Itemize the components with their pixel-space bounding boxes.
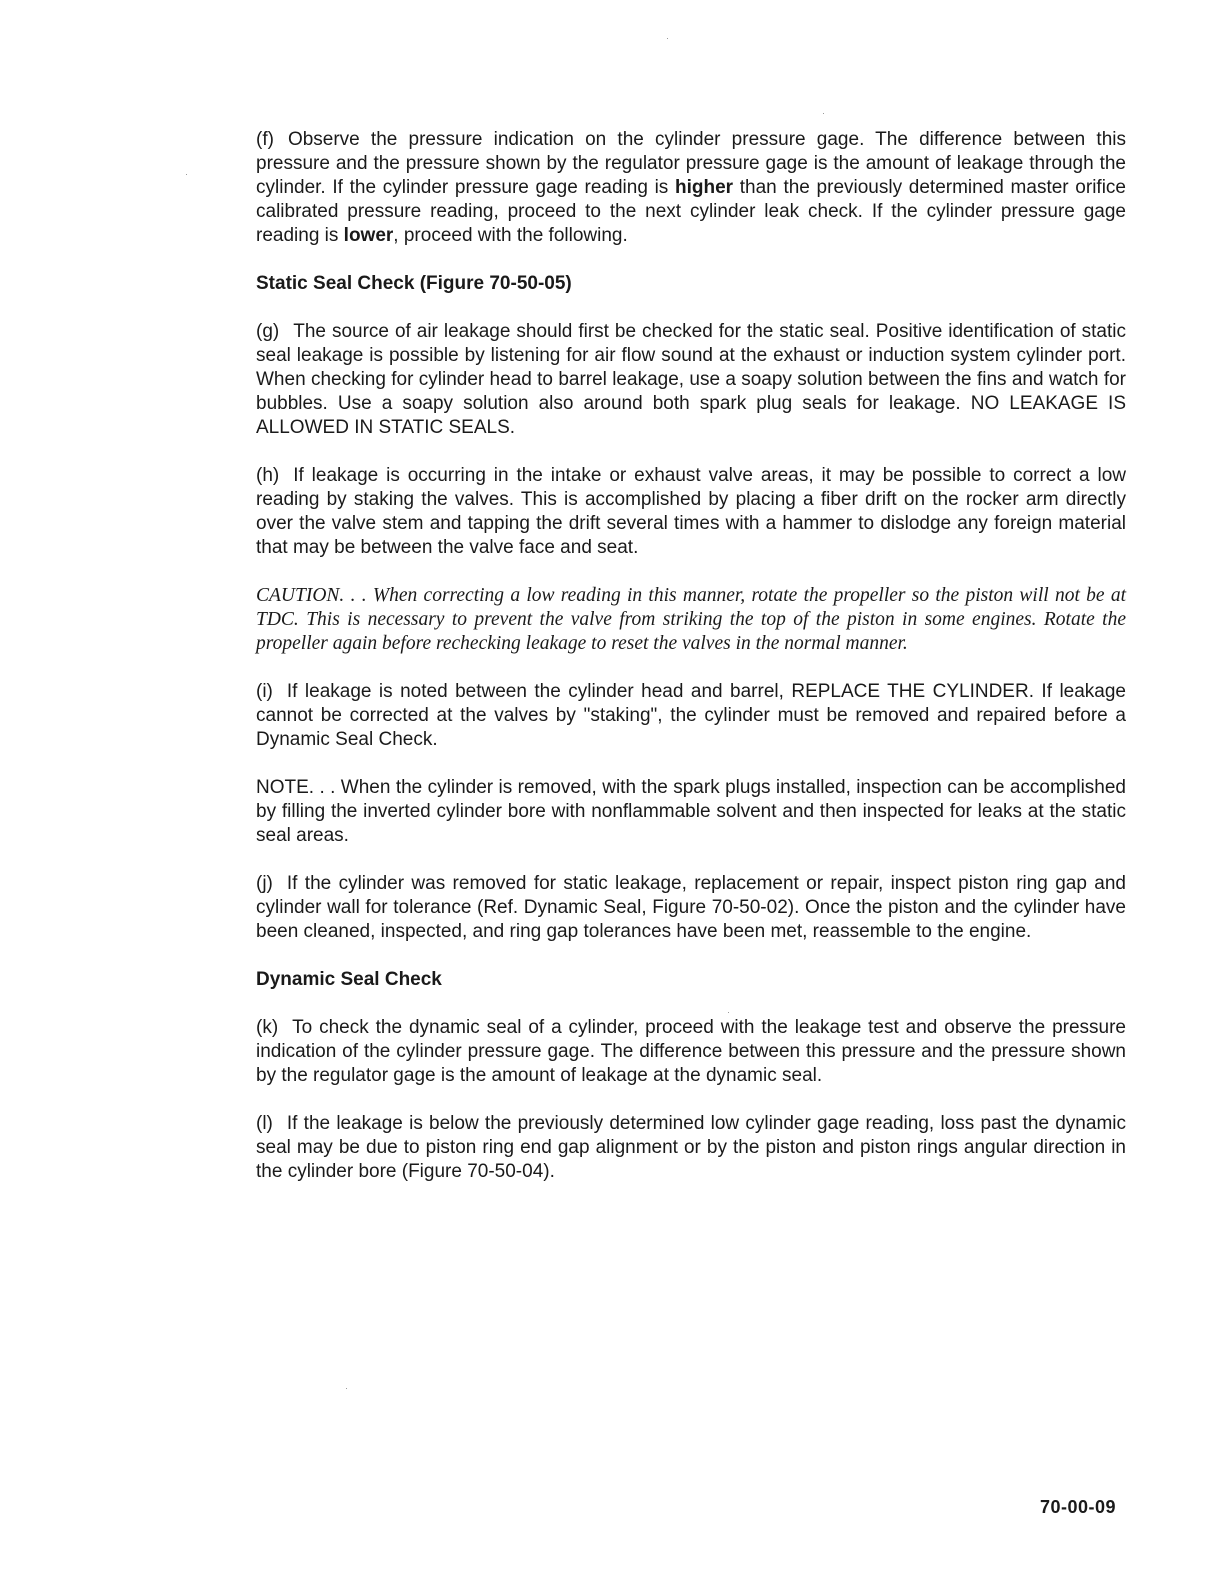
paragraph-marker: (j) [256,873,273,894]
paragraph-j [256,872,1126,944]
caution-label: CAUTION. . . [256,585,373,606]
paragraph-marker: (k) [256,1017,279,1038]
paragraph-g [256,320,1126,440]
paragraph-text: If the leakage is below the previously determined low cylinder gage reading, loss past the dynamic seal may be due to piston ring end gap alignment or by the piston and piston rings angular direction in the cylinder bore (Figure 70-50-04). [256,1113,1126,1182]
paragraph-marker: (i) [256,681,273,702]
paragraph-marker: (l) [256,1113,273,1134]
paragraph-marker: (h) [256,465,280,486]
scan-speck [346,1388,347,1389]
emphasis-higher: higher [675,177,734,198]
paragraph-text: To check the dynamic seal of a cylinder, proceed with the leakage test and observe the pressure indication of the cylinder pressure gage. The difference between this pressure and the pressure shown by the regulator gage is the amount of leakage at the dynamic seal. [256,1017,1126,1086]
page-number: 70-00-09 [1040,1497,1117,1517]
paragraph-text: If leakage is occurring in the intake or exhaust valve areas, it may be possible to correct a low reading by staking the valves. This is accomplished by placing a fiber drift on the rocker arm directly over the valve stem and tapping the drift several times with a hammer to dislodge any foreign material that may be between the valve face and seat. [256,465,1126,558]
caution-text: When correcting a low reading in this manner, rotate the propeller so the piston will not be at TDC. This is necessary to prevent the valve from striking the top of the piston in some engines. Rotate the propeller again before rechecking leakage to reset the valves in the normal manner. [256,585,1126,654]
paragraph-k [256,1016,1126,1088]
heading-dynamic-seal-check: Dynamic Seal Check [256,969,442,990]
caution-block [256,584,1126,656]
note-block [256,776,1126,848]
scan-speck [186,174,187,175]
scan-speck [823,113,824,114]
note-text: NOTE. . . When the cylinder is removed, with the spark plugs installed, inspection can be accomplished by filling the inverted cylinder bore with nonflammable solvent and then inspected for leaks at the static seal areas. [256,777,1126,846]
document-body [256,128,1126,1208]
paragraph-l [256,1112,1126,1184]
paragraph-f [256,128,1126,248]
paragraph-marker: (f) [256,129,274,150]
heading-static-seal-check: Static Seal Check (Figure 70-50-05) [256,273,572,294]
paragraph-i [256,680,1126,752]
emphasis-lower: lower [343,225,394,246]
scan-speck [667,38,668,39]
paragraph-text: If leakage is noted between the cylinder head and barrel, REPLACE THE CYLINDER. If leakage cannot be corrected at the valves by "staking", the cylinder must be removed and repaired before a Dynamic Seal Check. [256,681,1126,750]
paragraph-text: Observe the pressure indication on the cylinder pressure gage. The difference between this pressure and the pressure shown by the regulator pressure gage is the amount of leakage through the cylinder. If the cylinder pressure gage reading is [256,129,1126,198]
paragraph-marker: (g) [256,321,280,342]
paragraph-text: than the previously determined master orifice calibrated pressure reading, proceed to the next cylinder leak check. If the cylinder pressure gage reading is [256,177,1126,246]
paragraph-h [256,464,1126,560]
paragraph-text: , proceed with the following. [393,225,628,246]
paragraph-text: If the cylinder was removed for static leakage, replacement or repair, inspect piston ring gap and cylinder wall for tolerance (Ref. Dynamic Seal, Figure 70-50-02). Once the piston and the cylinder have been cleaned, inspected, and ring gap tolerances have been met, reassemble to the engine. [256,873,1126,942]
paragraph-text: The source of air leakage should first be checked for the static seal. Positive identification of static seal leakage is possible by listening for air flow sound at the exhaust or induction system cylinder port. When checking for cylinder head to barrel leakage, use a soapy solution between the fins and watch for bubbles. Use a soapy solution also around both spark plug seals for leakage. NO LEAKAGE IS ALLOWED IN STATIC SEALS. [256,321,1126,438]
